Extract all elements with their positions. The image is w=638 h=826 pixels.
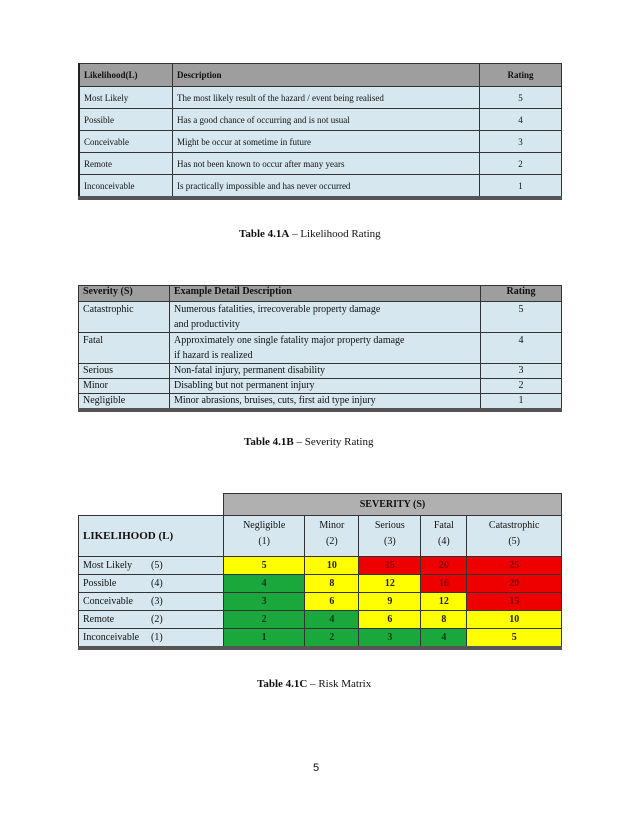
severity-header-row (79, 494, 562, 516)
rating-cell: 5 (480, 87, 562, 109)
table-row (79, 131, 562, 153)
table-row (79, 394, 562, 411)
risk-score-cell: 6 (359, 611, 421, 629)
table-row (79, 379, 562, 394)
severity-header: SEVERITY (S) (224, 494, 562, 516)
description-cell: Has a good chance of occurring and is not usual (173, 109, 480, 131)
caption-text: – Likelihood Rating (289, 228, 381, 240)
column-header: Severity (S) (79, 286, 170, 302)
risk-score-cell: 20 (467, 575, 562, 593)
likelihood-label (79, 593, 224, 611)
likelihood-name: Inconceivable (83, 632, 140, 643)
severity-rating-table (78, 285, 562, 412)
likelihood-score: (4) (151, 578, 163, 589)
severity-name: Fatal (433, 520, 454, 531)
likelihood-name: Remote (83, 614, 115, 625)
description-line: Numerous fatalities, irrecoverable property damage (174, 304, 381, 315)
caption-label: Table 4.1C (257, 678, 308, 690)
description-cell (170, 302, 481, 333)
column-header: Example Detail Description (170, 286, 481, 302)
severity-cell: Minor (79, 379, 170, 394)
risk-score-cell: 12 (421, 593, 467, 611)
likelihood-cell: Most Likely (79, 87, 173, 109)
column-header-row (79, 516, 562, 557)
severity-name: Catastrophic (488, 520, 540, 531)
risk-matrix-row (79, 611, 562, 629)
likelihood-name: Possible (83, 578, 117, 589)
table-caption (244, 436, 373, 448)
caption-label: Table 4.1A (239, 228, 290, 240)
risk-score-cell: 6 (305, 593, 359, 611)
severity-score: (4) (438, 536, 450, 547)
risk-score-cell: 2 (224, 611, 305, 629)
likelihood-cell: Remote (79, 153, 173, 175)
description-cell: Minor abrasions, bruises, cuts, first aid type injury (170, 394, 481, 411)
caption-text: – Risk Matrix (307, 678, 372, 690)
risk-score-cell: 10 (467, 611, 562, 629)
column-header: Likelihood(L) (79, 64, 173, 87)
description-cell: Might be occur at sometime in future (173, 131, 480, 153)
rating-cell: 3 (480, 131, 562, 153)
caption-label: Table 4.1B (244, 436, 294, 448)
risk-score-cell: 8 (305, 575, 359, 593)
severity-column-header (305, 516, 359, 557)
table-row (79, 333, 562, 364)
severity-column-header (421, 516, 467, 557)
likelihood-name: Most Likely (83, 560, 133, 571)
likelihood-label (79, 575, 224, 593)
rating-cell: 4 (480, 109, 562, 131)
risk-matrix-row (79, 593, 562, 611)
risk-score-cell: 15 (467, 593, 562, 611)
description-cell (170, 333, 481, 364)
severity-name: Minor (319, 520, 345, 531)
risk-score-cell: 9 (359, 593, 421, 611)
risk-score-cell: 12 (359, 575, 421, 593)
caption-text: – Severity Rating (293, 436, 374, 448)
table-row (79, 175, 562, 199)
risk-score-cell: 5 (467, 629, 562, 649)
risk-score-cell: 15 (359, 557, 421, 575)
rating-cell: 5 (481, 302, 562, 333)
page-number: 5 (313, 762, 320, 774)
risk-score-cell: 20 (421, 557, 467, 575)
severity-column-header (359, 516, 421, 557)
column-header: Rating (481, 286, 562, 302)
likelihood-score: (5) (151, 560, 163, 571)
likelihood-label (79, 611, 224, 629)
risk-matrix-row (79, 575, 562, 593)
severity-name: Serious (374, 520, 405, 531)
table-header-row (79, 64, 562, 87)
risk-matrix-row (79, 629, 562, 649)
description-cell: Disabling but not permanent injury (170, 379, 481, 394)
description-cell: Non-fatal injury, permanent disability (170, 364, 481, 379)
rating-cell: 1 (480, 175, 562, 199)
rating-cell: 1 (481, 394, 562, 411)
likelihood-score: (1) (151, 632, 163, 643)
risk-matrix-table (78, 493, 562, 650)
likelihood-cell: Inconceivable (79, 175, 173, 199)
risk-score-cell: 2 (305, 629, 359, 649)
description-cell: Is practically impossible and has never occurred (173, 175, 480, 199)
risk-score-cell: 10 (305, 557, 359, 575)
risk-score-cell: 3 (224, 593, 305, 611)
description-line: and productivity (174, 319, 240, 330)
likelihood-header: LIKELIHOOD (L) (79, 516, 224, 557)
likelihood-cell: Possible (79, 109, 173, 131)
severity-cell: Fatal (79, 333, 170, 364)
column-header: Rating (480, 64, 562, 87)
severity-score: (5) (508, 536, 521, 547)
table-caption (239, 228, 381, 240)
description-line: Approximately one single fatality major property damage (174, 335, 405, 346)
severity-cell: Serious (79, 364, 170, 379)
table-caption (257, 678, 371, 690)
column-header: Description (173, 64, 480, 87)
risk-score-cell: 4 (224, 575, 305, 593)
description-line: if hazard is realized (174, 350, 253, 361)
severity-column-header (467, 516, 562, 557)
risk-score-cell: 5 (224, 557, 305, 575)
severity-score: (3) (384, 536, 396, 547)
risk-score-cell: 4 (421, 629, 467, 649)
likelihood-score: (3) (151, 596, 163, 607)
severity-score: (2) (326, 536, 338, 547)
risk-score-cell: 25 (467, 557, 562, 575)
table-row (79, 87, 562, 109)
description-cell: The most likely result of the hazard / event being realised (173, 87, 480, 109)
rating-cell: 2 (480, 153, 562, 175)
risk-score-cell: 4 (305, 611, 359, 629)
risk-score-cell: 3 (359, 629, 421, 649)
likelihood-rating-table (78, 63, 562, 200)
description-cell: Has not been known to occur after many years (173, 153, 480, 175)
risk-score-cell: 1 (224, 629, 305, 649)
severity-column-header (224, 516, 305, 557)
severity-cell: Negligible (79, 394, 170, 411)
severity-score: (1) (258, 536, 271, 547)
likelihood-cell: Conceivable (79, 131, 173, 153)
severity-cell: Catastrophic (79, 302, 170, 333)
likelihood-label (79, 629, 224, 649)
empty-corner (79, 494, 224, 516)
table-row (79, 364, 562, 379)
likelihood-name: Conceivable (83, 596, 133, 607)
risk-score-cell: 8 (421, 611, 467, 629)
likelihood-score: (2) (151, 614, 163, 625)
severity-name: Negligible (243, 520, 286, 531)
table-header-row (79, 286, 562, 302)
likelihood-label (79, 557, 224, 575)
table-row (79, 302, 562, 333)
rating-cell: 4 (481, 333, 562, 364)
rating-cell: 2 (481, 379, 562, 394)
risk-matrix-row (79, 557, 562, 575)
table-row (79, 153, 562, 175)
rating-cell: 3 (481, 364, 562, 379)
risk-score-cell: 16 (421, 575, 467, 593)
table-row (79, 109, 562, 131)
